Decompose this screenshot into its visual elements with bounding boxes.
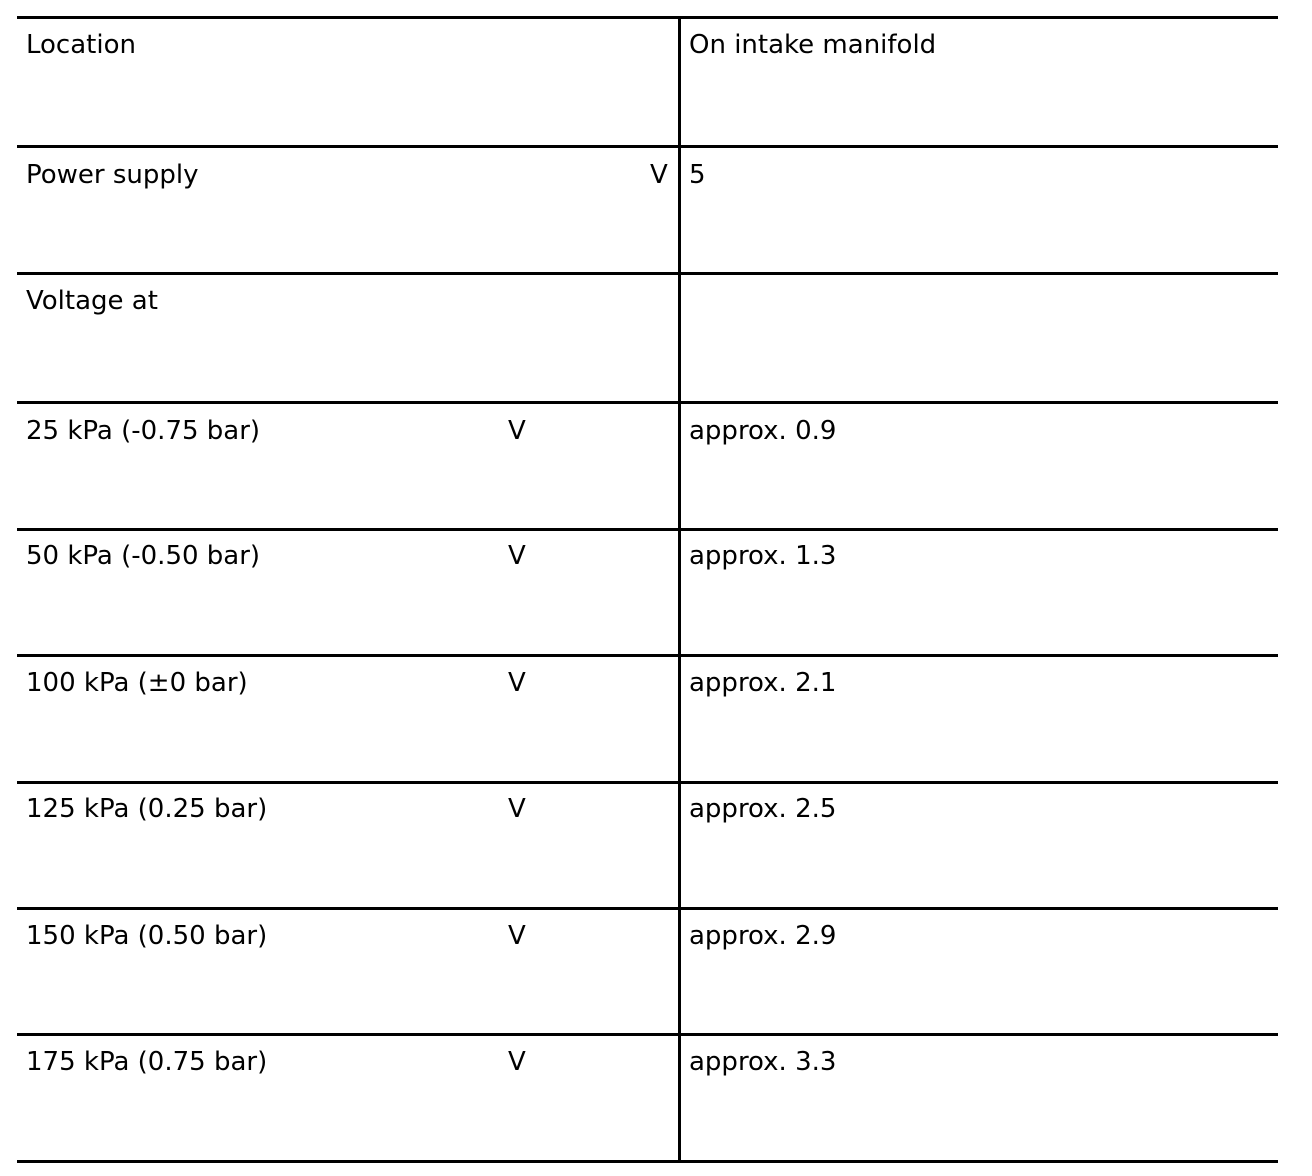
row-unit: V bbox=[508, 794, 526, 824]
row-unit: V bbox=[508, 1047, 526, 1077]
row-value: approx. 0.9 bbox=[689, 416, 837, 446]
row-label: 175 kPa (0.75 bar) bbox=[26, 1047, 268, 1077]
table-rule bbox=[17, 528, 1278, 531]
table-rule bbox=[17, 654, 1278, 657]
row-unit: V bbox=[650, 160, 668, 190]
row-value: approx. 2.1 bbox=[689, 668, 837, 698]
row-unit: V bbox=[508, 541, 526, 571]
row-label: Location bbox=[26, 30, 136, 60]
row-label: 150 kPa (0.50 bar) bbox=[26, 921, 268, 951]
table-rule bbox=[17, 16, 1278, 19]
row-label: Voltage at bbox=[26, 286, 158, 316]
table-rule bbox=[17, 781, 1278, 784]
column-divider bbox=[678, 16, 681, 1163]
row-unit: V bbox=[508, 668, 526, 698]
table-rule bbox=[17, 1033, 1278, 1036]
row-value: 5 bbox=[689, 160, 706, 190]
table-rule bbox=[17, 907, 1278, 910]
row-unit: V bbox=[508, 416, 526, 446]
row-label: 100 kPa (±0 bar) bbox=[26, 668, 248, 698]
row-value: approx. 2.9 bbox=[689, 921, 837, 951]
row-value: approx. 1.3 bbox=[689, 541, 837, 571]
row-label: 25 kPa (-0.75 bar) bbox=[26, 416, 261, 446]
row-value: approx. 2.5 bbox=[689, 794, 837, 824]
table-rule bbox=[17, 401, 1278, 404]
table-rule bbox=[17, 145, 1278, 148]
row-value: approx. 3.3 bbox=[689, 1047, 837, 1077]
row-label: Power supply bbox=[26, 160, 199, 190]
table-rule bbox=[17, 272, 1278, 275]
row-label: 50 kPa (-0.50 bar) bbox=[26, 541, 261, 571]
table-rule bbox=[17, 1160, 1278, 1163]
row-label: 125 kPa (0.25 bar) bbox=[26, 794, 268, 824]
row-unit: V bbox=[508, 921, 526, 951]
row-value: On intake manifold bbox=[689, 30, 937, 60]
